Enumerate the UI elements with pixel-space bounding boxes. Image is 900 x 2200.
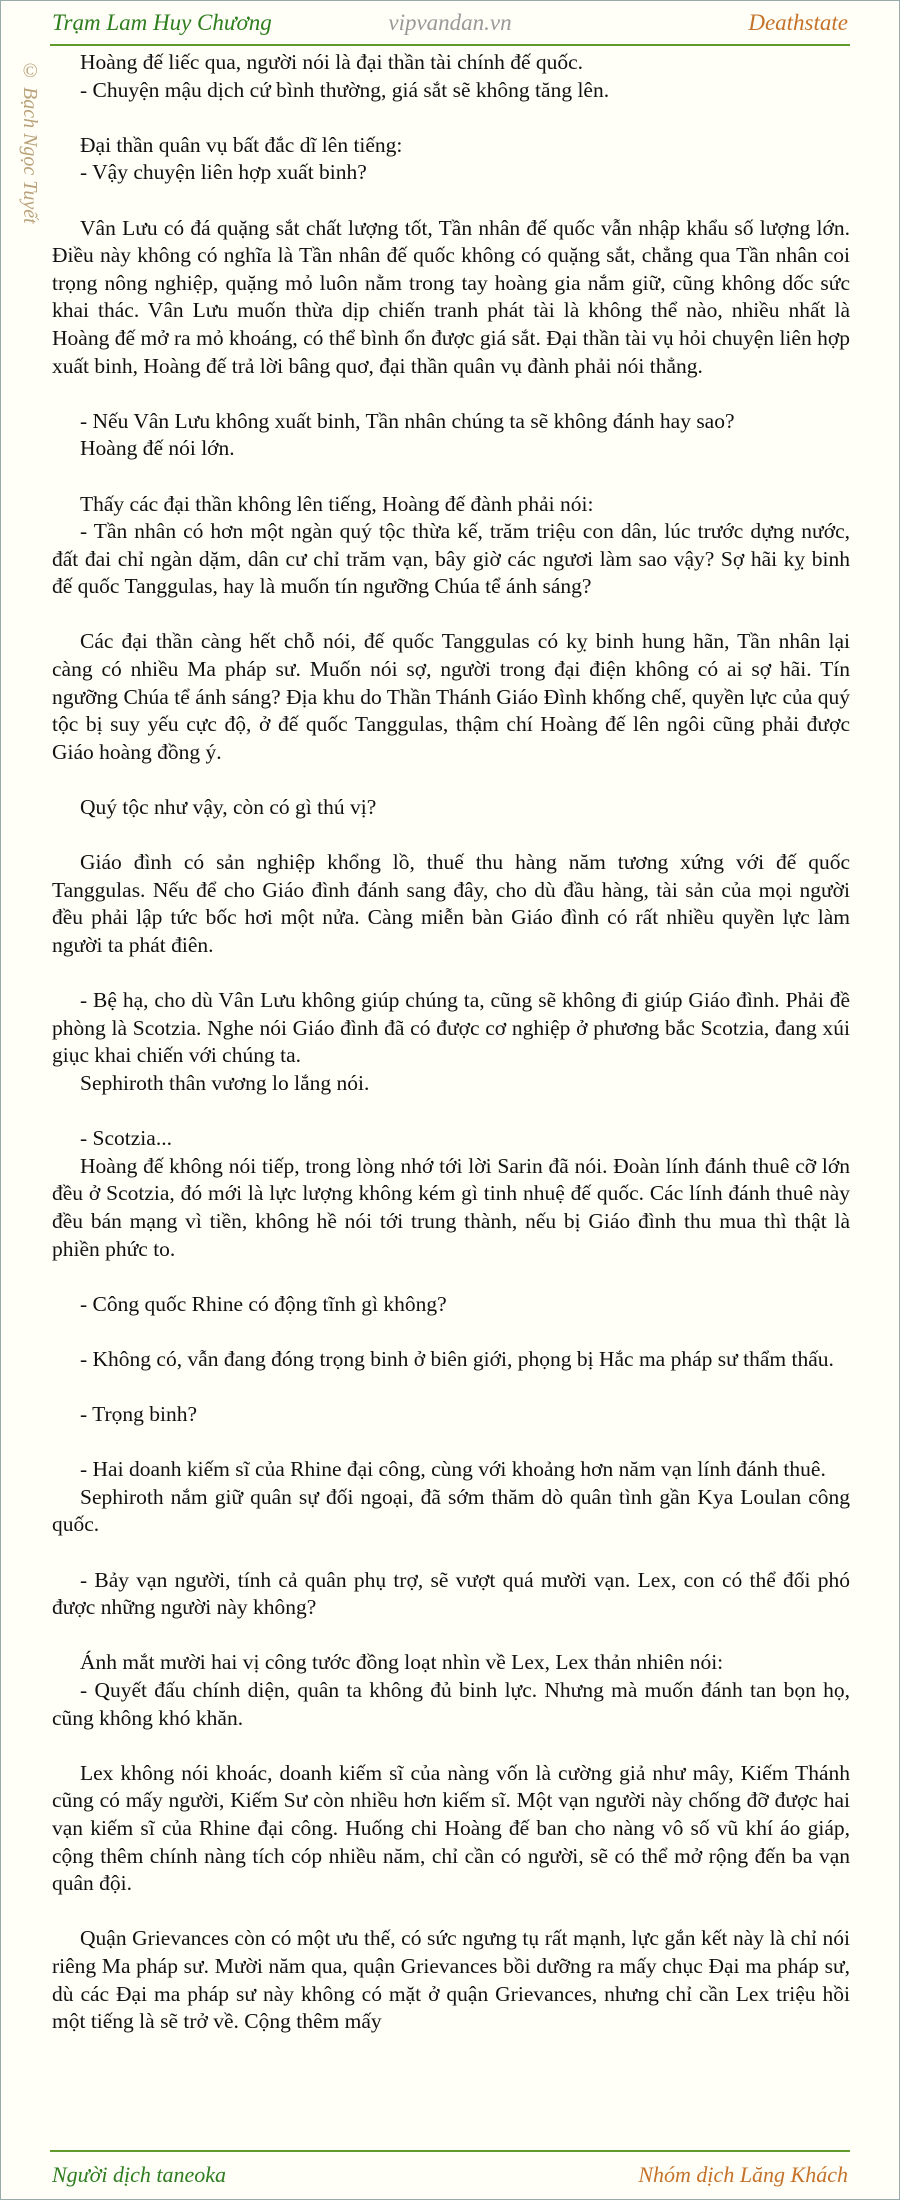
paragraph: - Quyết đấu chính diện, quân ta không đủ binh lực. Nhưng mà muốn đánh tan bọn họ, cũng không khó khăn. xyxy=(52,1678,850,1730)
paragraph: Sephiroth nắm giữ quân sự đối ngoại, đã sớm thăm dò quân tình gần Kya Loulan công quốc. xyxy=(52,1484,850,1537)
paragraph: - Tần nhân có hơn một ngàn quý tộc thừa kế, trăm triệu con dân, lúc trước dựng nước, đất đai chỉ ngàn dặm, dân cư chỉ trăm vạn, bây giờ các ngươi làm sao vậy? Sợ hãi kỵ binh đế quốc Tanggulas, hay là muốn tín ngưỡng Chúa tể ánh sáng? xyxy=(52,519,850,599)
paragraph: Vân Lưu có đá quặng sắt chất lượng tốt, Tần nhân đế quốc vẫn nhập khẩu số lượng lớn. Điều này không có nghĩa là Tần nhân đế quốc không có quặng sắt, chẳng qua Tần nhân coi trọng nông nghiệp, quặng mỏ luôn nằm trong tay hoàng gia nắm giữ, cũng không dốc sức khai thác. Vân Lưu muốn thừa dịp chiến tranh phát tài là không thể nào, nhiều nhất là Hoàng đế mở ra mỏ khoáng, có thể bình ổn được giá sắt. Đại thần tài vụ hỏi chuyện liên hợp xuất binh, Hoàng đế trả lời bâng quơ, đại thần quân vụ đành phải nói thẳng. xyxy=(52,215,850,378)
paragraph: - Chuyện mậu dịch cứ bình thường, giá sắt sẽ không tăng lên. xyxy=(80,77,610,102)
paragraph: Các đại thần càng hết chỗ nói, đế quốc Tanggulas có kỵ binh hung hãn, Tần nhân lại càng có nhiều Ma pháp sư. Muốn nói sợ, người trong đại điện không có ai sợ hãi. Tín ngưỡng Chúa tể ánh sáng? Địa khu do Thần Thánh Giáo Đình khống chế, quyền lực của quý tộc bị suy yếu cực độ, ở đế quốc Tanggulas, thậm chí Hoàng đế lên ngôi cũng phải được Giáo hoàng đồng ý. xyxy=(52,629,850,764)
paragraph: - Vậy chuyện liên hợp xuất binh? xyxy=(80,160,367,185)
paragraph: - Không có, vẫn đang đóng trọng binh ở biên giới, phọng bị Hắc ma pháp sư thẩm thấu. xyxy=(80,1346,834,1371)
paragraph: - Bệ hạ, cho dù Vân Lưu không giúp chúng ta, cũng sẽ không đi giúp Giáo đình. Phải đề phòng là Scotzia. Nghe nói Giáo đình đã có được cơ nghiệp ở phương bắc Scotzia, đang xúi giục khai chiến với chúng ta. xyxy=(52,988,850,1068)
paragraph: - Scotzia... xyxy=(80,1126,172,1151)
paragraph: Ánh mắt mười hai vị công tước đồng loạt nhìn về Lex, Lex thản nhiên nói: xyxy=(80,1650,724,1675)
footer-divider xyxy=(50,2150,850,2152)
paragraph: Hoàng đế nói lớn. xyxy=(80,436,235,461)
header-book-title: Deathstate xyxy=(748,10,848,35)
paragraph: Hoàng đế liếc qua, người nói là đại thần tài chính đế quốc. xyxy=(80,50,584,74)
paragraph: - Hai doanh kiếm sĩ của Rhine đại công, cùng với khoảng hơn năm vạn lính đánh thuê. xyxy=(80,1457,826,1482)
paragraph: Đại thần quân vụ bất đắc dĩ lên tiếng: xyxy=(80,132,403,157)
paragraph: Thấy các đại thần không lên tiếng, Hoàng đế đành phải nói: xyxy=(80,491,594,516)
page-body xyxy=(52,49,850,2036)
paragraph: Quận Grievances còn có một ưu thế, có sức ngưng tụ rất mạnh, lực gắn kết này là chỉ nói riêng Ma pháp sư. Mười năm qua, quận Grievances bồi dưỡng ra mấy chục Đại ma pháp sư, dù các Đại ma pháp sư này không có mặt ở quận Grievances, nhưng chỉ cần Lex triệu hồi một tiếng là sẽ trở về. Cộng thêm mấy xyxy=(52,1926,850,2034)
header-author: Trạm Lam Huy Chương xyxy=(52,10,272,35)
paragraph: - Nếu Vân Lưu không xuất binh, Tần nhân chúng ta sẽ không đánh hay sao? xyxy=(80,408,735,433)
header-divider xyxy=(50,44,850,46)
paragraph: Giáo đình có sản nghiệp khổng lồ, thuế thu hàng năm tương xứng với đế quốc Tanggulas. Nếu để cho Giáo đình đánh sang đây, cho dù đầu hàng, tài sản của mọi người đều phải lập tức bốc hơi một nửa. Càng miễn bàn Giáo đình có rất nhiều quyền lực làm người ta phát điên. xyxy=(52,850,850,957)
page-header xyxy=(52,0,848,46)
paragraph: Sephiroth thân vương lo lắng nói. xyxy=(80,1070,370,1095)
paragraph: Quý tộc như vậy, còn có gì thú vị? xyxy=(80,795,377,820)
page-footer xyxy=(52,2158,848,2192)
footer-translator: Người dịch taneoka xyxy=(52,2162,227,2187)
paragraph: Lex không nói khoác, doanh kiếm sĩ của nàng vốn là cường giả như mây, Kiếm Thánh cũng có mấy người, Kiếm Sư còn nhiều hơn kiếm sĩ. Một vạn người này chống đỡ được hai vạn kiếm sĩ của Rhine đại công. Huống chi Hoàng đế ban cho nàng vô số vũ khí áo giáp, cộng thêm chính nàng tích cóp nhiều năm, chỉ cần có người, sẽ có thể mở rộng đến ba vạn quân đội. xyxy=(52,1760,850,1896)
header-site: vipvandan.vn xyxy=(388,10,512,35)
paragraph: - Bảy vạn người, tính cả quân phụ trợ, sẽ vượt quá mười vạn. Lex, con có thể đối phó được những người này không? xyxy=(52,1567,850,1620)
side-credit: © Bạch Ngọc Tuyết xyxy=(19,60,41,224)
paragraph: Hoàng đế không nói tiếp, trong lòng nhớ tới lời Sarin đã nói. Đoàn lính đánh thuê cỡ lớn đều ở Scotzia, đó mới là lực lượng không kém gì tinh nhuệ đế quốc. Các lính đánh thuê này đều bán mạng vì tiền, không hề nói tới trung thành, nếu bị Giáo đình thu mua thì thật là phiền phức to. xyxy=(52,1153,850,1261)
paragraph: - Trọng binh? xyxy=(80,1402,198,1427)
footer-group: Nhóm dịch Lăng Khách xyxy=(638,2162,848,2187)
paragraph: - Công quốc Rhine có động tĩnh gì không? xyxy=(80,1291,447,1316)
